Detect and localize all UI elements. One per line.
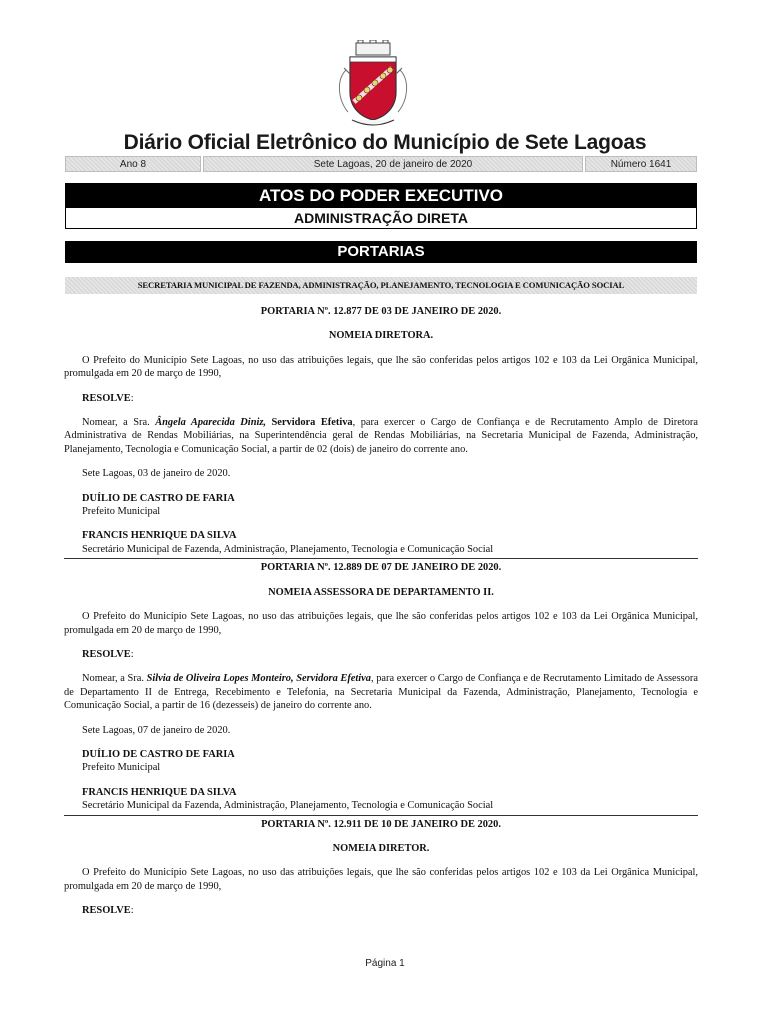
portaria-divider bbox=[64, 558, 698, 559]
page-number: Página 1 bbox=[365, 958, 405, 969]
portaria-subtitle: NOMEIA ASSESSORA DE DEPARTAMENTO II. bbox=[268, 586, 494, 598]
resolve-label: RESOLVE: bbox=[82, 648, 134, 660]
section-heading-portarias: PORTARIAS bbox=[65, 241, 697, 263]
edition-date bbox=[203, 156, 583, 172]
appointee-name: Silvia de Oliveira Lopes Monteiro, Servidora Efetiva bbox=[146, 673, 371, 685]
signatory-mayor-name: DUÍLIO DE CASTRO DE FARIA bbox=[82, 748, 235, 760]
portaria-intro: O Prefeito do Município Sete Lagoas, no uso das atribuições legais, que lhe são conferidas pelos artigos 102 e 103 da Lei Orgânica Municipal, promulgada em 20 de março de 1990, bbox=[64, 867, 698, 892]
portaria-title: PORTARIA Nº. 12.877 DE 03 DE JANEIRO DE 2020. bbox=[260, 306, 502, 317]
body-pre: Nomear, a Sra. bbox=[82, 673, 147, 685]
resolve-text: RESOLVE bbox=[82, 648, 131, 660]
edition-year bbox=[65, 156, 201, 172]
signatory-mayor-name: DUÍLIO DE CASTRO DE FARIA bbox=[82, 492, 235, 504]
body-pre: Nomear, a Sra. bbox=[82, 417, 156, 429]
municipal-crest-logo bbox=[336, 40, 410, 132]
edition-number-text: Número 1641 bbox=[610, 159, 672, 170]
resolve-label: RESOLVE: bbox=[82, 905, 134, 917]
signatory-secretary-role: Secretário Municipal de Fazenda, Administração, Planejamento, Tecnologia e Comunicação Social bbox=[82, 543, 494, 555]
portaria-subtitle: NOMEIA DIRETORA. bbox=[328, 330, 434, 342]
portaria-date: Sete Lagoas, 03 de janeiro de 2020. bbox=[82, 468, 231, 480]
section-subheading-administracao: ADMINISTRAÇÃO DIRETA bbox=[65, 208, 697, 229]
edition-date-text: Sete Lagoas, 20 de janeiro de 2020 bbox=[313, 159, 473, 170]
appointee-role: Servidora Efetiva bbox=[266, 417, 353, 429]
section-heading-atos: ATOS DO PODER EXECUTIVO bbox=[65, 183, 697, 208]
signatory-secretary-role: Secretário Municipal da Fazenda, Administração, Planejamento, Tecnologia e Comunicação Social bbox=[82, 800, 494, 812]
resolve-text: RESOLVE bbox=[82, 905, 131, 917]
portaria-subtitle: NOMEIA DIRETOR. bbox=[332, 842, 430, 854]
appointee-name: Ângela Aparecida Diniz, bbox=[155, 417, 266, 429]
portaria-title: PORTARIA Nº. 12.911 DE 10 DE JANEIRO DE 2020. bbox=[261, 818, 501, 830]
portaria-date: Sete Lagoas, 07 de janeiro de 2020. bbox=[82, 724, 231, 736]
signatory-secretary-name: FRANCIS HENRIQUE DA SILVA bbox=[82, 786, 237, 798]
journal-title: Diário Oficial Eletrônico do Município de Sete Lagoas bbox=[123, 131, 647, 154]
edition-number bbox=[585, 156, 697, 172]
portaria-title: PORTARIA Nº. 12.889 DE 07 DE JANEIRO DE 2020. bbox=[260, 562, 502, 574]
document-body bbox=[64, 305, 698, 918]
portaria-body bbox=[64, 672, 698, 712]
signatory-secretary-name: FRANCIS HENRIQUE DA SILVA bbox=[82, 530, 237, 542]
portaria-body bbox=[64, 416, 698, 456]
resolve-text: RESOLVE bbox=[82, 392, 131, 404]
portaria-divider bbox=[64, 815, 698, 816]
signatory-mayor-role: Prefeito Municipal bbox=[82, 762, 161, 774]
signatory-mayor-role: Prefeito Municipal bbox=[82, 506, 161, 518]
resolve-label: RESOLVE: bbox=[82, 392, 134, 404]
portaria-intro: O Prefeito do Município Sete Lagoas, no uso das atribuições legais, que lhe são conferidas pelos artigos 102 e 103 da Lei Orgânica Municipal, promulgada em 20 de março de 1990, bbox=[64, 611, 698, 636]
body-post: , para exercer o Cargo de Confiança e de Recrutamento Limitado de Assessora de Departamento II de Entrega, Recebimento e Telefonia, na Secretaria Municipal da Fazenda, Administração, Planejamento, Tecnologia e Comunicação Social, a partir de 16 (dezesseis) de janeiro do corrente ano. bbox=[64, 673, 698, 712]
body-post: , para exercer o Cargo de Confiança e de Recrutamento Amplo de Diretora Administrativa de Rendas Mobiliárias, na Superintendência geral de Rendas Mobiliárias, na Secretaria Municipal de Fazenda, Administração, Planejamento, Tecnologia e Comunicação Social, a partir de 02 (dois) de janeiro do corrente ano. bbox=[64, 417, 698, 455]
secretaria-banner: SECRETARIA MUNICIPAL DE FAZENDA, ADMINISTRAÇÃO, PLANEJAMENTO, TECNOLOGIA E COMUNICAÇÃO SOCIAL bbox=[65, 277, 697, 294]
edition-year-text: Ano 8 bbox=[119, 159, 147, 170]
portaria-intro: O Prefeito do Município Sete Lagoas, no uso das atribuições legais, que lhe são conferidas pelos artigos 102 e 103 da Lei Orgânica Municipal, promulgada em 20 de março de 1990, bbox=[64, 354, 698, 380]
